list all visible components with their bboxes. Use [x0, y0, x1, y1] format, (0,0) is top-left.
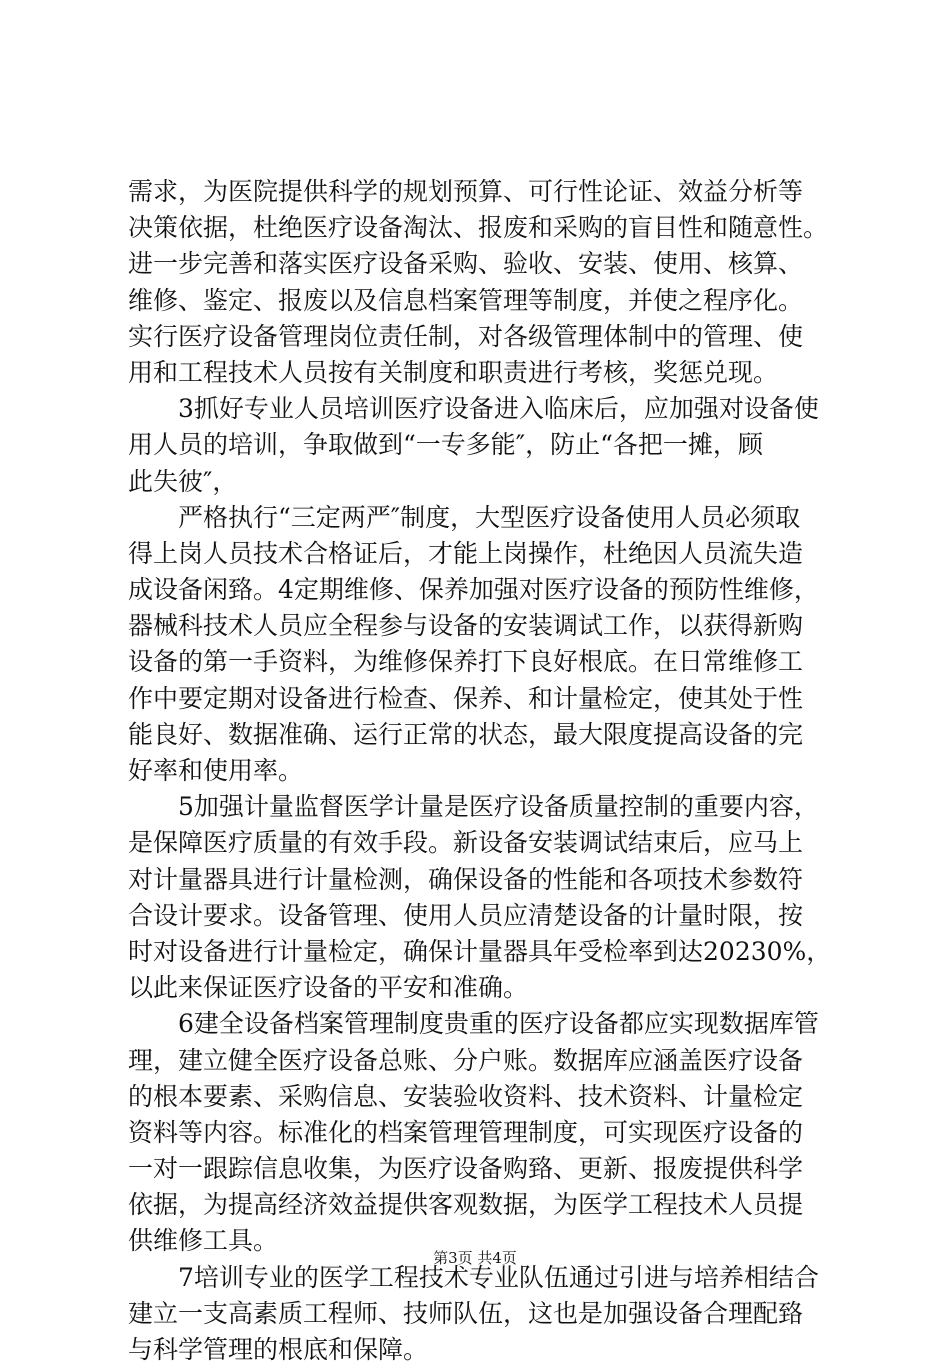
text-line: 能良好、数据准确、运行正常的状态，最大限度提高设备的完 [128, 719, 804, 749]
text-line: 好率和使用率。 [128, 756, 304, 785]
text-line: 依据，为提高经济效益提供客观数据，为医学工程技术人员提 [128, 1190, 804, 1220]
text-line: 建立一支高素质工程师、技师队伍，这也是加强设备合理配臵 [128, 1298, 804, 1328]
text-line: 此失彼″， [128, 466, 238, 496]
text-line: 与科学管理的根底和保障。 [128, 1335, 429, 1364]
text-line: 3抓好专业人员培训医疗设备进入临床后，应加强对设备使 [178, 394, 819, 424]
text-line: 是保障医疗质量的有效手段。新设备安装调试结束后，应马上 [128, 828, 804, 858]
text-line: 的根本要素、采购信息、安装验收资料、技术资料、计量检定 [128, 1081, 804, 1111]
text-line: 资料等内容。标准化的档案管理管理制度，可实现医疗设备的 [128, 1117, 804, 1147]
text-line: 理，建立健全医疗设备总账、分户账。数据库应涵盖医疗设备 [128, 1045, 804, 1075]
text-line: 6建全设备档案管理制度贵重的医疗设备都应实现数据库管 [178, 1009, 819, 1039]
text-line: 成设备闲臵。4定期维修、保养加强对医疗设备的预防性维修， [128, 575, 819, 605]
text-line: 进一步完善和落实医疗设备采购、验收、安装、使用、核算、 [128, 249, 804, 279]
text-line: 供维修工具。 [128, 1226, 279, 1256]
text-line: 需求，为医院提供科学的规划预算、可行性论证、效益分析等 [128, 177, 804, 206]
text-line: 5加强计量监督医学计量是医疗设备质量控制的重要内容， [178, 792, 819, 822]
text-line: 维修、鉴定、报废以及信息档案管理等制度，并使之程序化。 [128, 285, 804, 315]
text-line: 实行医疗设备管理岗位责任制，对各级管理体制中的管理、使 [128, 321, 804, 351]
text-line: 时对设备进行计量检定，确保计量器具年受检率到达20230%， [128, 936, 832, 966]
text-line: 器械科技术人员应全程参与设备的安装调试工作，以获得新购 [128, 611, 804, 641]
text-line: 以此来保证医疗设备的平安和准确。 [128, 973, 529, 1003]
text-line: 得上岗人员技术合格证后，才能上岗操作，杜绝因人员流失造 [128, 538, 804, 568]
text-line: 合设计要求。设备管理、使用人员应清楚设备的计量时限，按 [128, 900, 804, 930]
document-body [128, 174, 832, 1368]
text-line: 设备的第一手资料，为维修保养打下良好根底。在日常维修工 [128, 647, 804, 677]
text-line: 决策依据，杜绝医疗设备淘汰、报废和采购的盲目性和随意性。 [128, 213, 829, 243]
text-line: 对计量器具进行计量检测，确保设备的性能和各项技术参数符 [128, 864, 804, 894]
text-line: 严格执行“三定两严″制度，大型医疗设备使用人员必须取 [178, 502, 801, 532]
text-line: 用人员的培训，争取做到“一专多能″，防止“各把一摊，顾 [128, 430, 763, 460]
text-line: 用和工程技术人员按有关制度和职责进行考核，奖惩兑现。 [128, 357, 779, 387]
page-number-label: 第3页 共4页 [433, 1249, 517, 1267]
text-line: 作中要定期对设备进行检查、保养、和计量检定，使其处于性 [128, 683, 804, 713]
text-line: 一对一跟踪信息收集，为医疗设备购臵、更新、报废提供科学 [128, 1154, 804, 1184]
page-footer [0, 1248, 950, 1268]
text-line: 7培训专业的医学工程技术专业队伍通过引进与培养相结合 [178, 1262, 819, 1292]
